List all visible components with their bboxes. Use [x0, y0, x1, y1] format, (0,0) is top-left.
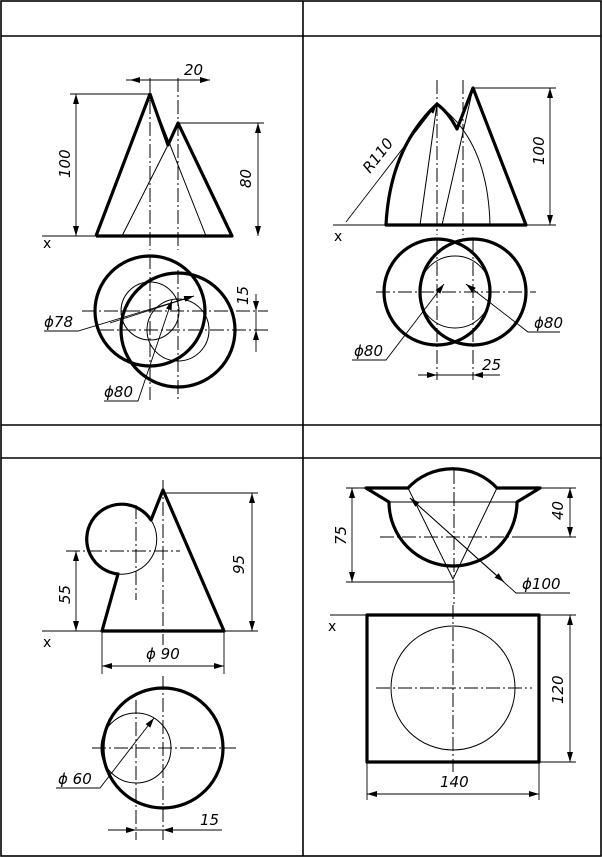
- problem-4: [328, 469, 576, 800]
- p2-dim-dia80-right: ϕ80: [534, 314, 563, 332]
- p3-dim-15: 15: [200, 811, 220, 829]
- p4-x-axis-label: x: [328, 619, 337, 635]
- p3-dim-dia60: ϕ 60: [58, 770, 92, 788]
- p4-dim-dia100: ϕ100: [522, 575, 561, 593]
- p2-x-axis-label: x: [334, 229, 343, 245]
- p3-dim-95: 95: [230, 554, 248, 574]
- p3-outline: [87, 490, 224, 631]
- table-frame: [1, 1, 601, 856]
- p3-front-view: [42, 480, 258, 674]
- p2-dim-r110: R110: [358, 134, 398, 177]
- p2-outline: [386, 88, 526, 225]
- p4-dim-40: 40: [549, 500, 567, 520]
- p1-top-view: [44, 255, 268, 401]
- p3-top-view: [56, 676, 236, 840]
- p3-dim-55: 55: [56, 584, 74, 604]
- p1-dim-100: 100: [56, 149, 74, 178]
- p4-dim-140: 140: [440, 773, 469, 791]
- p1-dim-80: 80: [237, 168, 255, 188]
- p3-dim-dia90: ϕ 90: [146, 645, 180, 663]
- p1-dim-20: 20: [184, 61, 204, 79]
- p2-dim-dia80-left: ϕ80: [354, 342, 383, 360]
- p4-top-view: [328, 605, 576, 800]
- p2-dim-100: 100: [530, 136, 548, 165]
- p4-outline: [366, 469, 540, 566]
- problem-3: [42, 480, 258, 840]
- p2-dim-25: 25: [482, 356, 502, 374]
- p2-front-view: [333, 80, 556, 245]
- p4-dim-120: 120: [549, 675, 567, 704]
- p4-dim-75: 75: [332, 525, 350, 545]
- p1-front-view: [42, 61, 264, 252]
- p1-dim-dia78: ϕ78: [44, 313, 73, 331]
- problem-2: [333, 80, 563, 380]
- p4-front-view: [332, 469, 576, 604]
- p1-cone-outline: [96, 94, 232, 236]
- p1-dim-15: 15: [234, 285, 252, 305]
- p3-x-axis-label: x: [43, 635, 52, 651]
- p1-dim-dia80: ϕ80: [104, 383, 133, 401]
- problem-1: [42, 61, 268, 401]
- p2-top-view: [352, 239, 563, 380]
- p1-x-axis-label: x: [43, 236, 52, 252]
